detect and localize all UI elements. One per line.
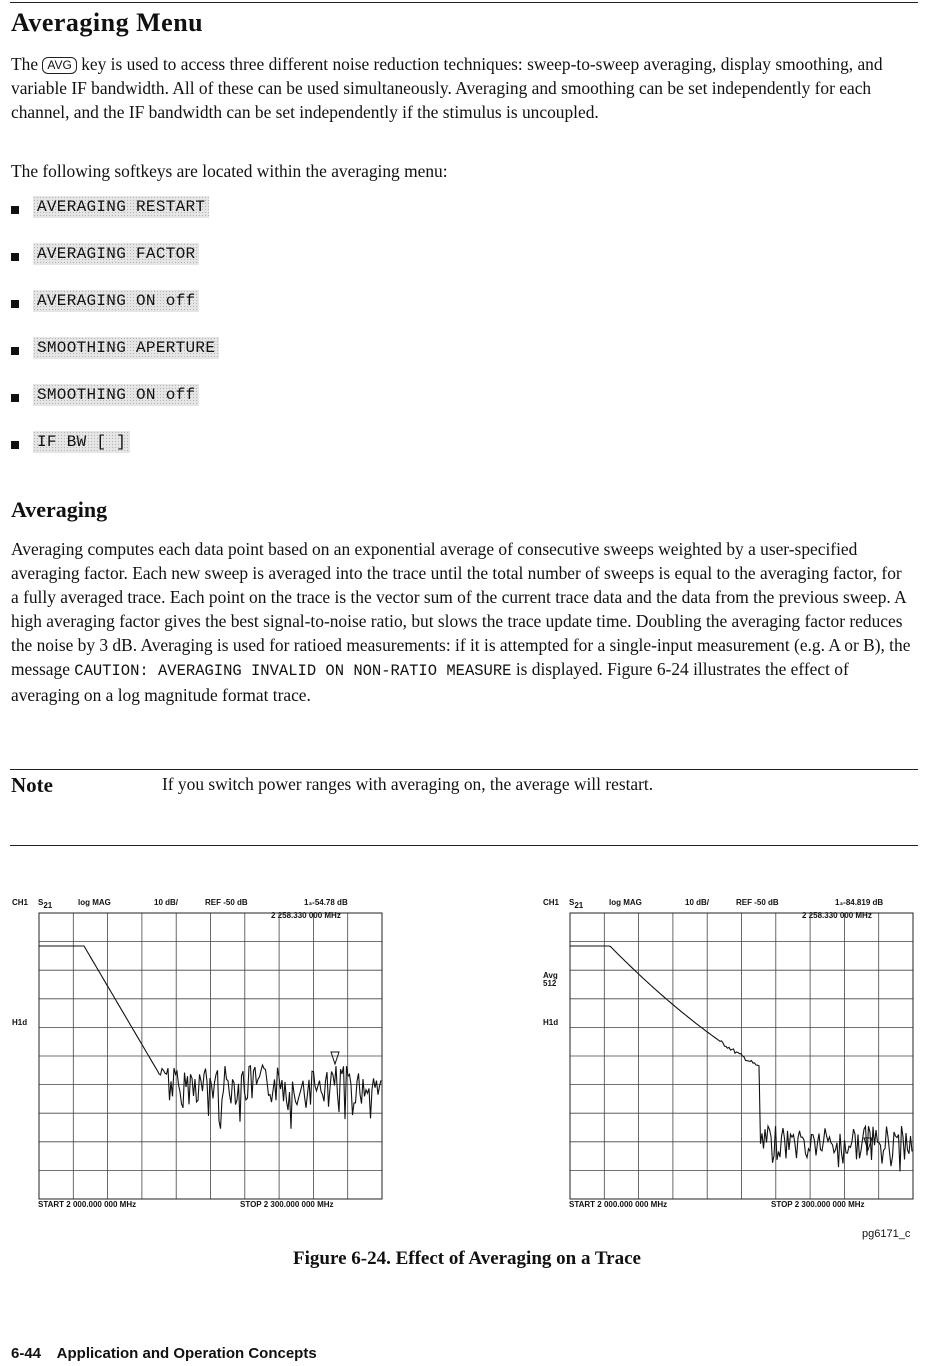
plot-grid (570, 913, 913, 1199)
page-number: 6-44 (11, 1345, 42, 1362)
marker-triangle-icon (331, 1052, 339, 1064)
bullet-icon (11, 300, 19, 308)
plot-format: log MAG (609, 898, 642, 907)
caution-message: CAUTION: AVERAGING INVALID ON NON-RATIO MEASURE (74, 662, 512, 680)
note-label: Note (11, 773, 53, 797)
plot-scale: 10 dB/ (685, 898, 710, 907)
section-heading-averaging: Averaging (11, 497, 108, 522)
averaging-text-post: is displayed. Figure 6-24 illustrates the effect of averaging on a log magnitude format trace. (11, 659, 849, 705)
bullet-icon (11, 394, 19, 402)
plot-stop: STOP 2 300.000 000 MHz (240, 1200, 334, 1209)
plot-param: S21 (38, 898, 53, 910)
note-rule-bottom (10, 845, 918, 846)
plot-ref: REF -50 dB (205, 898, 248, 907)
note-rule-top (10, 769, 918, 770)
averaging-paragraph (11, 537, 911, 707)
note-text: If you switch power ranges with averaging on, the average will restart. (162, 774, 654, 794)
plot-side-label: Avg (543, 971, 558, 980)
plot-marker-value: 1₃-84.819 dB (835, 898, 884, 907)
softkey-averaging-on-off[interactable]: AVERAGING ON off (33, 290, 199, 312)
top-rule (10, 2, 918, 3)
plot-marker-value: 1₃-54.78 dB (304, 898, 348, 907)
figure-id: pg6171_c (862, 1228, 911, 1240)
plot-scale: 10 dB/ (154, 898, 179, 907)
plot-trace (39, 946, 381, 1129)
softkey-smoothing-aperture[interactable]: SMOOTHING APERTURE (33, 337, 219, 359)
bullet-icon (11, 441, 19, 449)
page-footer (11, 1345, 317, 1362)
bullet-icon (11, 347, 19, 355)
softkey-averaging-factor[interactable]: AVERAGING FACTOR (33, 243, 199, 265)
intro-text-pre: The (11, 54, 39, 74)
softkey-smoothing-on-off[interactable]: SMOOTHING ON off (33, 384, 199, 406)
plot-ref: REF -50 dB (736, 898, 779, 907)
page-title: Averaging Menu (11, 8, 204, 37)
plot-marker-freq: 2 258.330 000 MHz (271, 911, 341, 920)
intro-paragraph (11, 52, 911, 124)
plot-param: S21 (569, 898, 584, 910)
list-item (11, 431, 219, 478)
list-item (11, 243, 219, 290)
plot-unaveraged (8, 890, 388, 1210)
plot-channel: CH1 (543, 898, 560, 907)
list-item (11, 384, 219, 431)
list-item (11, 337, 219, 384)
plot-start: START 2 000.000 000 MHz (569, 1200, 668, 1209)
plot-trace (570, 946, 912, 1171)
plot-start: START 2 000.000 000 MHz (38, 1200, 137, 1209)
list-item (11, 290, 219, 337)
plot-channel: CH1 (12, 898, 29, 907)
averaging-text-pre: Averaging computes each data point based on an exponential average of consecutive sweeps weighted by a user-specified averaging factor. Each new sweep is averaged into the trace until the total number of sweeps is equal to the averaging factor, for a fully averaged trace. Each point on the trace is the vector sum of the current trace data and the data from the previous sweep. A high averaging factor gives the best signal-to-noise ratio, but slows the trace update time. Doubling the averaging factor reduces the noise by 3 dB. Averaging is used for ratioed measurements: if it is attempted for a single-input measurement (e.g. A or B), the message (11, 539, 911, 679)
plot-averaged (539, 890, 919, 1210)
figure-caption: Figure 6-24. Effect of Averaging on a Trace (293, 1248, 641, 1269)
avg-key: AVG (42, 57, 76, 74)
plot-stop: STOP 2 300.000 000 MHz (771, 1200, 865, 1209)
intro-text-post: key is used to access three different noise reduction techniques: sweep-to-sweep averaging, display smoothing, and variable IF bandwidth. All of these can be used simultaneously. Averaging and smoothing can be set independently for each channel, and the IF bandwidth can be set independently if the stimulus is uncoupled. (11, 54, 883, 122)
plot-side-label: 512 (543, 979, 557, 988)
plot-marker-freq: 2 258.330 000 MHz (802, 911, 872, 920)
softkey-if-bw[interactable]: IF BW [ ] (33, 431, 130, 453)
bullet-icon (11, 253, 19, 261)
plot-side-label: H1d (12, 1018, 28, 1027)
plot-format: log MAG (78, 898, 111, 907)
softkey-averaging-restart[interactable]: AVERAGING RESTART (33, 196, 209, 218)
softkeys-intro: The following softkeys are located within the averaging menu: (11, 161, 448, 181)
softkey-list (11, 196, 219, 478)
bullet-icon (11, 206, 19, 214)
footer-section: Application and Operation Concepts (56, 1345, 317, 1362)
plot-side-label: H1d (543, 1018, 559, 1027)
list-item (11, 196, 219, 243)
